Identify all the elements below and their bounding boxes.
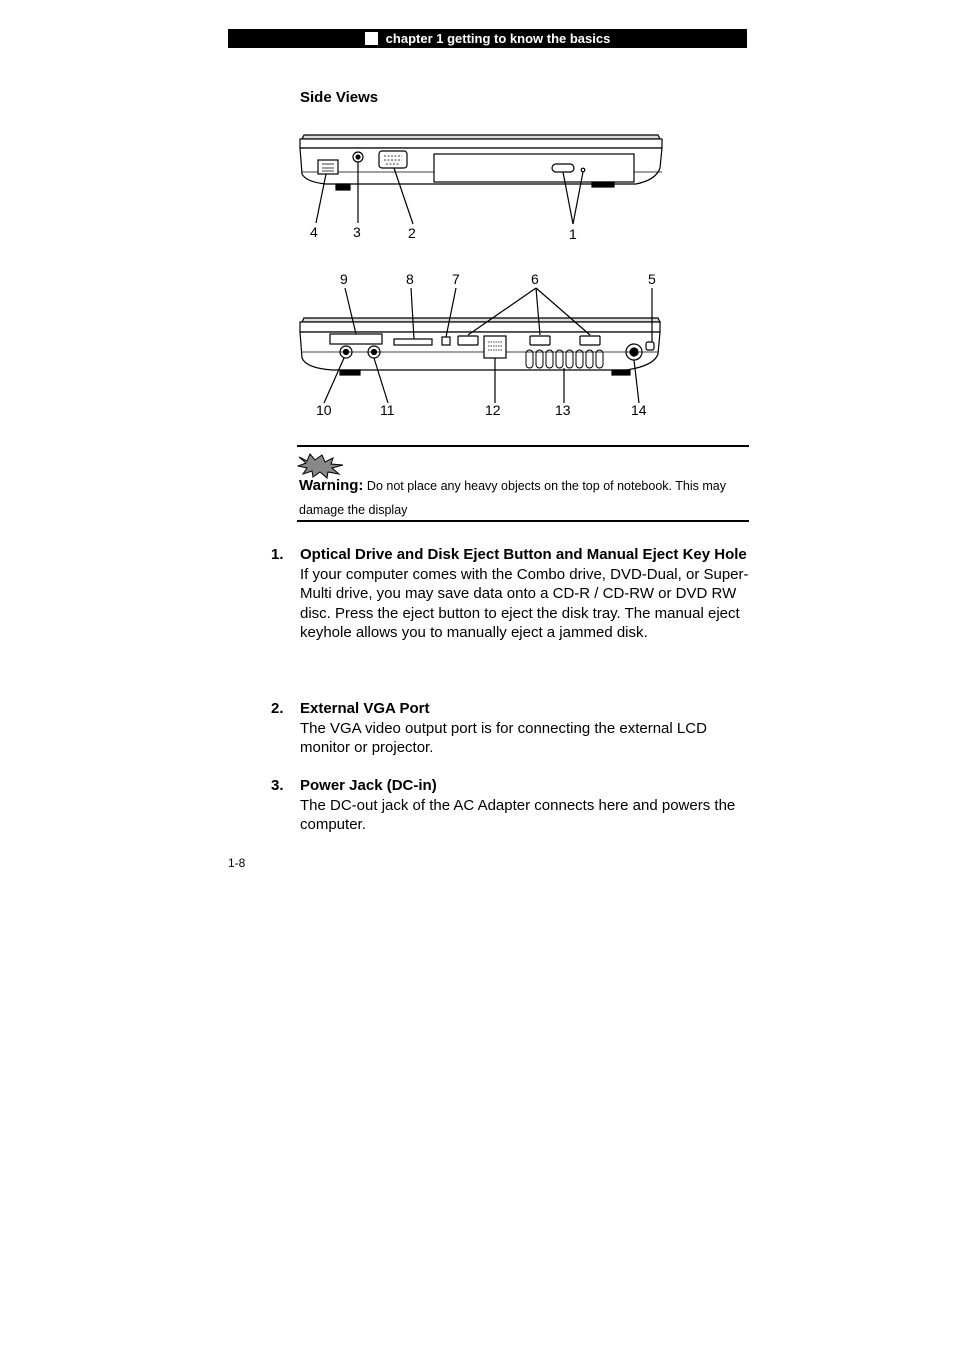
chapter-header-bar	[228, 29, 747, 48]
item-title: External VGA Port	[300, 700, 430, 717]
item-body: The VGA video output port is for connecting the external LCD monitor or projector.	[300, 719, 707, 756]
list-item	[271, 545, 751, 643]
section-title: Side Views	[300, 89, 379, 106]
warning-line-1	[299, 477, 726, 494]
item-body: If your computer comes with the Combo drive, DVD-Dual, or Super-Multi drive, you may save data onto a CD-R / CD-RW or DVD RW disc. Press the eject button to eject the disk tray. The manual eject keyhole allows you to manually eject a jammed disk.	[300, 565, 749, 641]
warning-box	[297, 445, 749, 522]
callout-8: 8	[406, 271, 414, 287]
chapter-label: chapter 1 getting to know the basics	[385, 31, 611, 46]
list-item	[271, 776, 751, 835]
item-number: 3.	[271, 777, 284, 794]
right-side-view	[300, 288, 660, 403]
page-number: 1-8	[228, 856, 246, 870]
side-views-figure	[296, 128, 666, 420]
callout-6: 6	[531, 271, 539, 287]
callout-11: 11	[380, 402, 395, 418]
warning-line-2: damage the display	[299, 503, 408, 517]
list-item	[271, 699, 751, 758]
callout-4: 4	[310, 224, 318, 240]
warning-label: Warning:	[299, 477, 364, 494]
warning-burst-icon	[297, 453, 345, 479]
left-side-view	[300, 135, 662, 224]
item-body: The DC-out jack of the AC Adapter connects here and powers the computer.	[300, 796, 736, 833]
callout-7: 7	[452, 271, 460, 287]
callout-10: 10	[316, 402, 332, 418]
item-number: 1.	[271, 546, 284, 563]
header-square-icon	[365, 32, 378, 45]
callout-2: 2	[408, 225, 416, 241]
item-title: Power Jack (DC-in)	[300, 777, 437, 794]
callout-9: 9	[340, 271, 348, 287]
warning-text-1: Do not place any heavy objects on the top of notebook. This may	[366, 479, 726, 493]
item-number: 2.	[271, 700, 284, 717]
callout-12: 12	[485, 402, 501, 418]
item-title: Optical Drive and Disk Eject Button and Manual Eject Key Hole	[300, 546, 747, 563]
callout-3: 3	[353, 224, 361, 240]
callout-1: 1	[569, 226, 577, 242]
callout-5: 5	[648, 271, 656, 287]
callout-14: 14	[631, 402, 647, 418]
callout-13: 13	[555, 402, 571, 418]
